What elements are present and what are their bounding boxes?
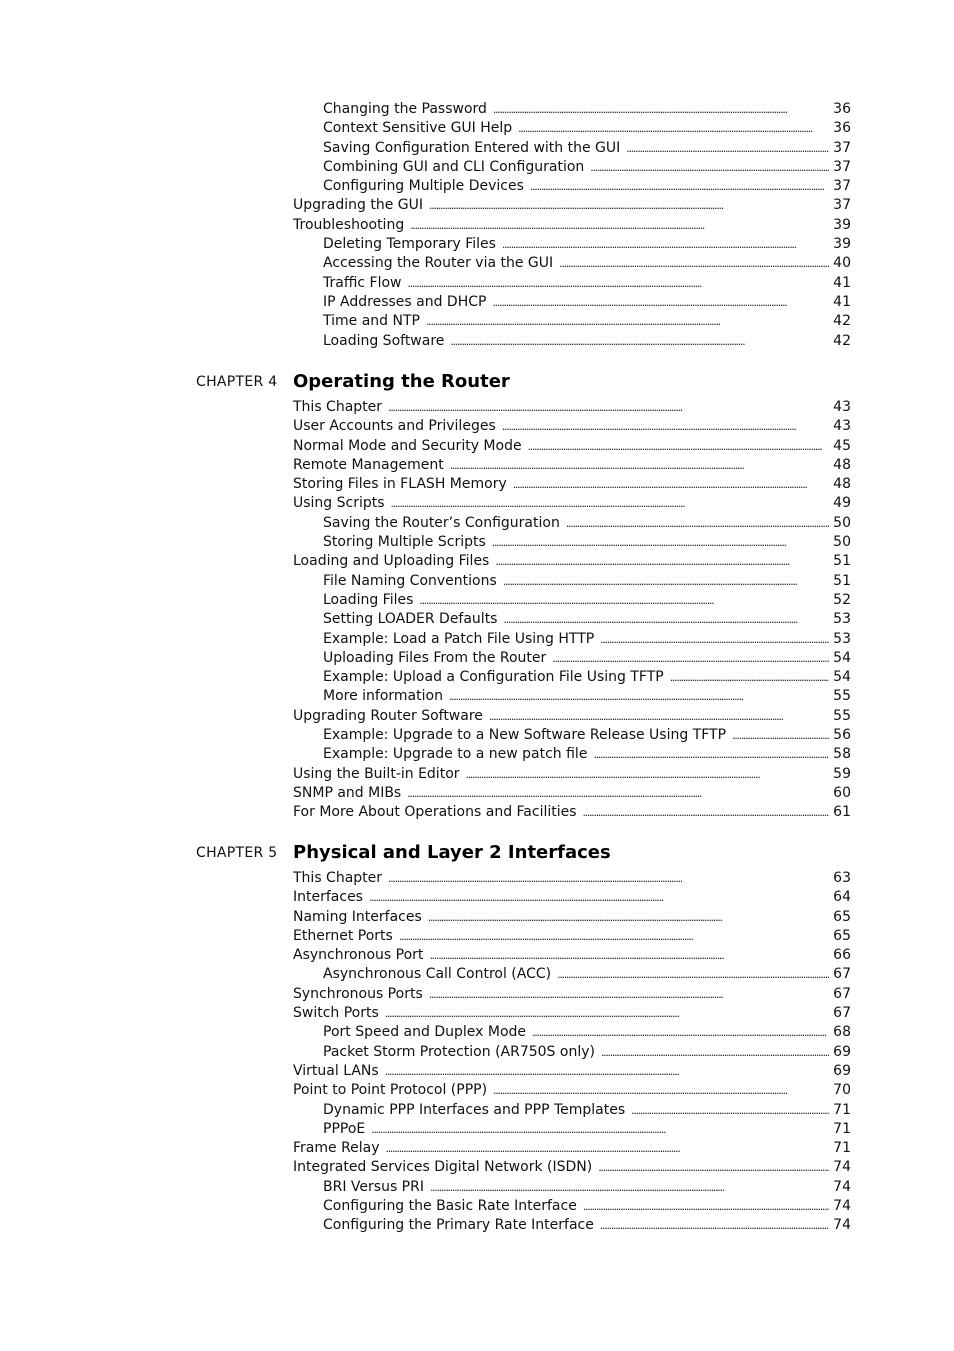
toc-page-number: 52 (833, 591, 851, 608)
toc-entry[interactable] (293, 552, 851, 571)
dot-leader (557, 965, 829, 984)
dot-leader (419, 591, 829, 610)
toc-entry[interactable] (293, 765, 851, 784)
toc-page-number: 53 (833, 611, 851, 628)
toc-page-number: 54 (833, 669, 851, 686)
dot-leader (388, 869, 829, 888)
toc-entry-title: Configuring Multiple Devices (323, 178, 524, 195)
toc-entry[interactable] (293, 1004, 851, 1023)
toc-entry[interactable] (293, 494, 851, 513)
toc-entry[interactable] (293, 985, 851, 1004)
toc-entry-title: IP Addresses and DHCP (323, 293, 487, 310)
dot-leader (566, 514, 829, 533)
toc-page-number: 60 (833, 784, 851, 801)
toc-entry[interactable] (293, 417, 851, 436)
toc-subentry[interactable] (293, 1178, 851, 1197)
toc-subentry[interactable] (293, 572, 851, 591)
toc-entry[interactable] (293, 398, 851, 417)
toc-subentry[interactable] (293, 649, 851, 668)
dot-leader (429, 985, 829, 1004)
toc-subentry[interactable] (293, 745, 851, 764)
toc-page-number: 41 (833, 293, 851, 310)
toc-subentry[interactable] (293, 177, 851, 196)
toc-entry[interactable] (293, 869, 851, 888)
toc-entry-title: More information (323, 688, 443, 705)
dot-leader (371, 1120, 829, 1139)
toc-page-number: 63 (833, 870, 851, 886)
dot-leader (429, 946, 829, 965)
toc-subentry[interactable] (293, 332, 851, 351)
toc-entry-title: Example: Upload a Configuration File Using TFTP (323, 669, 664, 686)
toc-entry-title: Accessing the Router via the GUI (323, 255, 554, 272)
toc-entry[interactable] (293, 196, 851, 215)
toc-page-number: 40 (833, 255, 851, 272)
toc-page-number: 50 (833, 534, 851, 551)
toc-subentry[interactable] (293, 610, 851, 629)
toc-entry-title: Ethernet Ports (293, 927, 393, 944)
toc-entry[interactable] (293, 475, 851, 494)
toc-entry-title: User Accounts and Privileges (293, 418, 496, 435)
toc-entry-title: Point to Point Protocol (PPP) (293, 1082, 488, 1099)
dot-leader (532, 1023, 829, 1042)
dot-leader (502, 417, 829, 436)
toc-entry-title: Changing the Password (323, 101, 487, 117)
toc-page-number: 48 (833, 456, 851, 473)
toc-entry-title: Saving the Router’s Configuration (323, 514, 560, 531)
toc-entry-title: Packet Storm Protection (AR750S only) (323, 1043, 595, 1060)
chapter-5-entries (293, 869, 851, 1236)
toc-entry[interactable] (293, 707, 851, 726)
toc-page-number: 49 (833, 495, 851, 512)
toc-page-number: 39 (833, 216, 851, 233)
toc-entry-title: Naming Interfaces (293, 908, 422, 925)
dot-leader (399, 927, 829, 946)
toc-page-number: 55 (833, 688, 851, 705)
dot-leader (492, 293, 829, 312)
toc-entry-title: Remote Management (293, 456, 444, 473)
toc-entry[interactable] (293, 803, 851, 822)
toc-entry[interactable] (293, 1062, 851, 1081)
toc-entry-title: Configuring the Basic Rate Interface (323, 1198, 577, 1215)
toc-page-number: 71 (833, 1101, 851, 1118)
toc-top-entries (293, 100, 851, 351)
toc-entry-title: Configuring the Primary Rate Interface (323, 1217, 594, 1234)
toc-entry-title: Combining GUI and CLI Configuration (323, 158, 585, 175)
toc-entry-title: Normal Mode and Security Mode (293, 437, 522, 454)
toc-entry-title: For More About Operations and Facilities (293, 804, 577, 821)
dot-leader (670, 668, 829, 687)
dot-leader (503, 572, 829, 591)
dot-leader (407, 784, 829, 803)
toc-entry-title: SNMP and MIBs (293, 784, 402, 801)
toc-entry[interactable] (293, 927, 851, 946)
toc-entry-title: This Chapter (293, 870, 383, 886)
dot-leader (732, 726, 829, 745)
toc-entry[interactable] (293, 456, 851, 475)
toc-entry-title: Using Scripts (293, 495, 385, 512)
toc-entry[interactable] (293, 908, 851, 927)
toc-page-number: 55 (833, 707, 851, 724)
dot-leader (493, 1081, 829, 1100)
dot-leader (466, 765, 829, 784)
toc-entry[interactable] (293, 784, 851, 803)
dot-leader (583, 1197, 829, 1216)
chapter-4-title: Operating the Router (293, 371, 510, 392)
toc-page-number: 43 (833, 399, 851, 415)
toc-page-number: 48 (833, 476, 851, 493)
toc-entry-title: Interfaces (293, 889, 363, 906)
toc-entry-title: Asynchronous Call Control (ACC) (323, 966, 552, 983)
toc-page-number: 69 (833, 1043, 851, 1060)
toc-page-number: 51 (833, 572, 851, 589)
dot-leader (428, 908, 829, 927)
dot-leader (391, 494, 829, 513)
dot-leader (385, 1004, 829, 1023)
toc-entry-title: Storing Multiple Scripts (323, 534, 486, 551)
toc-page-number: 37 (833, 197, 851, 214)
dot-leader (430, 1178, 829, 1197)
toc-subentry[interactable] (293, 158, 851, 177)
toc-entry-title: Uploading Files From the Router (323, 649, 547, 666)
toc-page-number: 36 (833, 101, 851, 117)
toc-entry-title: Virtual LANs (293, 1062, 379, 1079)
toc-page-number: 37 (833, 139, 851, 156)
dot-leader (495, 552, 829, 571)
dot-leader (530, 177, 829, 196)
chapter-4-entries (293, 398, 851, 823)
toc-subentry[interactable] (293, 965, 851, 984)
dot-leader (528, 437, 829, 456)
toc-page-number: 51 (833, 553, 851, 570)
dot-leader (386, 1139, 829, 1158)
dot-leader (388, 398, 829, 417)
toc-page-number: 67 (833, 985, 851, 1002)
toc-page-number: 43 (833, 418, 851, 435)
toc-page-number: 59 (833, 765, 851, 782)
chapter-5-label: CHAPTER 5 (196, 845, 278, 861)
dot-leader (600, 1216, 829, 1235)
toc-page-number: 45 (833, 437, 851, 454)
toc-subentry[interactable] (293, 312, 851, 331)
dot-leader (590, 158, 829, 177)
toc-entry[interactable] (293, 888, 851, 907)
toc-entry[interactable] (293, 216, 851, 235)
toc-page-number: 65 (833, 908, 851, 925)
dot-leader (369, 888, 829, 907)
dot-leader (502, 235, 829, 254)
toc-page-number: 42 (833, 313, 851, 330)
toc-subentry[interactable] (293, 668, 851, 687)
toc-entry-title: Port Speed and Duplex Mode (323, 1024, 527, 1041)
dot-leader (385, 1062, 829, 1081)
toc-subentry[interactable] (293, 1197, 851, 1216)
toc-entry-title: Example: Load a Patch File Using HTTP (323, 630, 595, 647)
dot-leader (489, 707, 829, 726)
toc-page-number: 39 (833, 236, 851, 253)
toc-entry-title: Dynamic PPP Interfaces and PPP Templates (323, 1101, 626, 1118)
dot-leader (601, 1043, 829, 1062)
toc-entry-title: Traffic Flow (323, 274, 402, 291)
toc-page-number: 74 (833, 1198, 851, 1215)
toc-entry-title: Example: Upgrade to a new patch file (323, 746, 588, 763)
toc-page-number: 70 (833, 1082, 851, 1099)
toc-page-number: 71 (833, 1140, 851, 1157)
toc-entry-title: Loading Software (323, 332, 445, 349)
toc-page-number: 65 (833, 927, 851, 944)
toc-subentry[interactable] (293, 1120, 851, 1139)
dot-leader (552, 649, 829, 668)
toc-entry-title: File Naming Conventions (323, 572, 497, 589)
toc-entry-title: Integrated Services Digital Network (ISDN) (293, 1159, 593, 1176)
toc-entry-title: Loading and Uploading Files (293, 553, 490, 570)
dot-leader (450, 332, 829, 351)
toc-entry[interactable] (293, 437, 851, 456)
dot-leader (600, 630, 829, 649)
toc-subentry[interactable] (293, 591, 851, 610)
toc-page-number: 74 (833, 1159, 851, 1176)
toc-subentry[interactable] (293, 1043, 851, 1062)
toc-page-number: 71 (833, 1120, 851, 1137)
toc-entry[interactable] (293, 1158, 851, 1177)
toc-entry-title: Saving Configuration Entered with the GUI (323, 139, 621, 156)
dot-leader (407, 274, 829, 293)
toc-entry-title: Storing Files in FLASH Memory (293, 476, 507, 493)
toc-page-number: 61 (833, 804, 851, 821)
toc-entry-title: Upgrading Router Software (293, 707, 483, 724)
toc-page-number: 74 (833, 1178, 851, 1195)
toc-entry-title: Time and NTP (323, 313, 420, 330)
chapter-5-title: Physical and Layer 2 Interfaces (293, 842, 611, 863)
toc-page-number: 66 (833, 947, 851, 964)
toc-subentry[interactable] (293, 100, 851, 119)
dot-leader (429, 196, 829, 215)
toc-entry-title: Using the Built-in Editor (293, 765, 460, 782)
toc-page-number: 53 (833, 630, 851, 647)
toc-subentry[interactable] (293, 293, 851, 312)
toc-page-number: 74 (833, 1217, 851, 1234)
dot-leader (513, 475, 829, 494)
toc-page-number: 56 (833, 727, 851, 744)
toc-subentry[interactable] (293, 235, 851, 254)
dot-leader (410, 216, 829, 235)
toc-page-number: 69 (833, 1062, 851, 1079)
toc-page-number: 41 (833, 274, 851, 291)
toc-subentry[interactable] (293, 687, 851, 706)
toc-subentry[interactable] (293, 533, 851, 552)
toc-entry-title: PPPoE (323, 1120, 366, 1137)
toc-page-number: 54 (833, 649, 851, 666)
toc-page-number: 68 (833, 1024, 851, 1041)
toc-entry-title: Asynchronous Port (293, 947, 424, 964)
toc-entry-title: BRI Versus PRI (323, 1178, 424, 1195)
toc-entry-title: Synchronous Ports (293, 985, 423, 1002)
toc-subentry[interactable] (293, 1023, 851, 1042)
toc-entry-title: This Chapter (293, 399, 383, 415)
toc-page-number: 58 (833, 746, 851, 763)
dot-leader (426, 312, 829, 331)
toc-page-number: 67 (833, 1005, 851, 1022)
toc-subentry[interactable] (293, 274, 851, 293)
toc-subentry[interactable] (293, 1101, 851, 1120)
dot-leader (450, 456, 829, 475)
toc-entry[interactable] (293, 1139, 851, 1158)
toc-subentry[interactable] (293, 254, 851, 273)
toc-entry-title: Deleting Temporary Files (323, 236, 496, 253)
toc-entry-title: Example: Upgrade to a New Software Release Using TFTP (323, 727, 727, 744)
dot-leader (626, 139, 829, 158)
toc-subentry[interactable] (293, 630, 851, 649)
toc-entry-title: Setting LOADER Defaults (323, 611, 498, 628)
toc-entry-title: Loading Files (323, 591, 414, 608)
dot-leader (492, 533, 829, 552)
dot-leader (493, 100, 829, 119)
toc-page-number: 37 (833, 178, 851, 195)
toc-subentry[interactable] (293, 1216, 851, 1235)
toc-entry-title: Switch Ports (293, 1005, 379, 1022)
dot-leader (449, 687, 829, 706)
dot-leader (518, 119, 829, 138)
toc-subentry[interactable] (293, 139, 851, 158)
toc-subentry[interactable] (293, 726, 851, 745)
toc-entry-title: Upgrading the GUI (293, 197, 423, 214)
toc-subentry[interactable] (293, 514, 851, 533)
dot-leader (583, 803, 829, 822)
toc-entry-title: Context Sensitive GUI Help (323, 120, 513, 137)
toc-page-number: 37 (833, 158, 851, 175)
toc-entry-title: Troubleshooting (293, 216, 405, 233)
dot-leader (631, 1101, 829, 1120)
toc-entry[interactable] (293, 1081, 851, 1100)
toc-subentry[interactable] (293, 119, 851, 138)
toc-entry-title: Frame Relay (293, 1140, 380, 1157)
toc-page-number: 50 (833, 514, 851, 531)
toc-page-number: 42 (833, 332, 851, 349)
toc-page-number: 64 (833, 889, 851, 906)
dot-leader (503, 610, 829, 629)
dot-leader (598, 1158, 829, 1177)
chapter-4-label: CHAPTER 4 (196, 374, 278, 390)
toc-entry[interactable] (293, 946, 851, 965)
dot-leader (559, 254, 829, 273)
toc-page-number: 67 (833, 966, 851, 983)
toc-page-number: 36 (833, 120, 851, 137)
dot-leader (593, 745, 829, 764)
